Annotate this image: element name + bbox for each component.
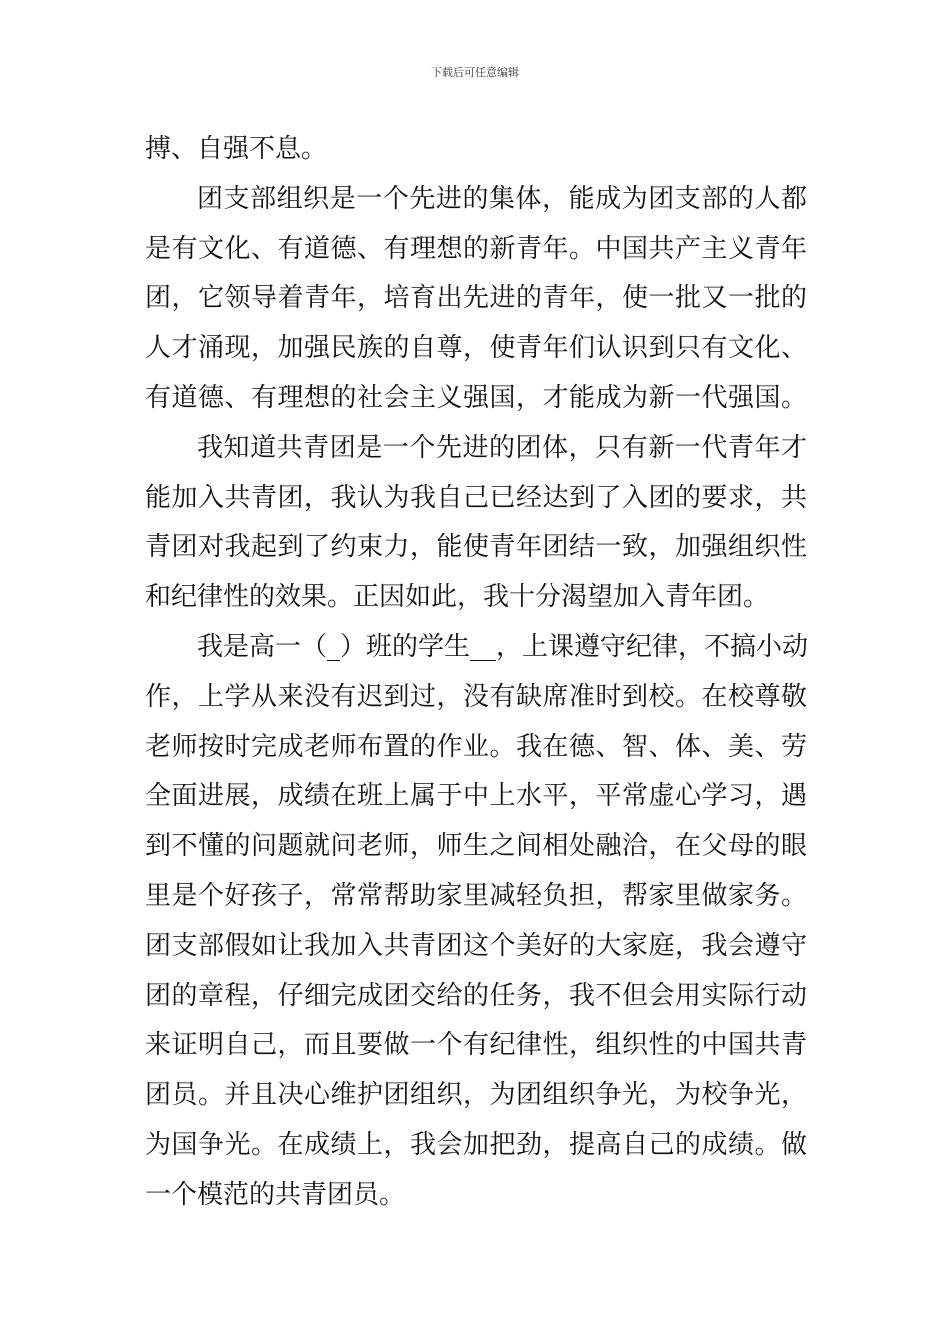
text-line: 团员。并且决心维护团组织，为团组织争光，为校争光， <box>145 1080 807 1111</box>
page-header: 下载后可任意编辑 <box>431 66 519 79</box>
text-line: 搏、自强不息。 <box>145 134 328 164</box>
text-line: 为国争光。在成绩上，我会加把劲，提高自己的成绩。做 <box>145 1129 807 1160</box>
text-line: 来证明自己，而且要做一个有纪律性，组织性的中国共青 <box>145 1030 807 1061</box>
text-line: 团的章程，仔细完成团交给的任务，我不但会用实际行动 <box>145 980 807 1011</box>
text-line: 一个模范的共青团员。 <box>145 1179 406 1210</box>
text-line: 团支部假如让我加入共青团这个美好的大家庭，我会遵守 <box>145 930 807 961</box>
body-text <box>145 125 807 1221</box>
text-line: 团支部组织是一个先进的集体，能成为团支部的人都 <box>197 183 807 214</box>
text-line: 作，上学从来没有迟到过，没有缺席准时到校。在校尊敬 <box>145 681 807 712</box>
text-line: 和纪律性的效果。正因如此，我十分渴望加入青年团。 <box>145 582 770 613</box>
text-line: 是有文化、有道德、有理想的新青年。中国共产主义青年 <box>145 233 807 264</box>
text-line: 到不懂的问题就问老师，师生之间相处融洽，在父母的眼 <box>145 831 807 862</box>
text-line: 我是高一（_）班的学生__，上课遵守纪律，不搞小动 <box>197 631 809 662</box>
text-line: 青团对我起到了约束力，能使青年团结一致，加强组织性 <box>145 532 807 563</box>
text-line: 团，它领导着青年，培育出先进的青年，使一批又一批的 <box>145 283 807 314</box>
text-line: 能加入共青团，我认为我自己已经达到了入团的要求，共 <box>145 482 807 513</box>
text-line: 人才涌现，加强民族的自尊，使青年们认识到只有文化、 <box>145 333 807 364</box>
text-line: 有道德、有理想的社会主义强国，才能成为新一代强国。 <box>145 382 807 413</box>
text-line: 里是个好孩子，常常帮助家里减轻负担，帮家里做家务。 <box>145 880 807 911</box>
text-line: 老师按时完成老师布置的作业。我在德、智、体、美、劳 <box>145 731 807 762</box>
text-line: 我知道共青团是一个先进的团体，只有新一代青年才 <box>197 432 807 463</box>
text-line: 全面进展，成绩在班上属于中上水平，平常虚心学习，遇 <box>145 781 807 812</box>
